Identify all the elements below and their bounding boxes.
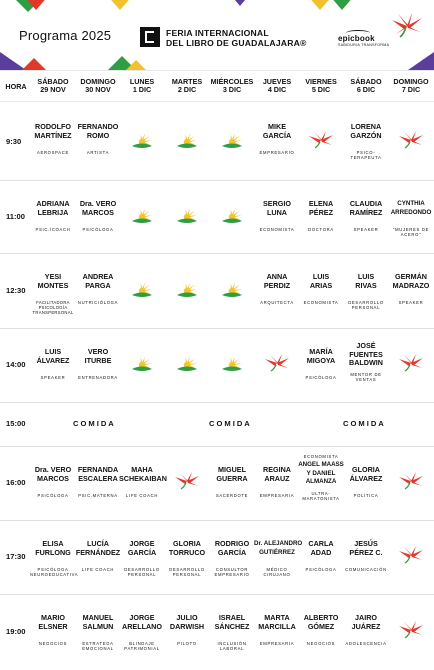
speaker-name: ESCALERA xyxy=(78,473,118,483)
speaker-name: GUTIÉRREZ xyxy=(259,548,295,556)
speaker-cell xyxy=(343,273,389,310)
speaker-name: BALDWIN xyxy=(349,358,383,368)
speaker-name: MANUEL xyxy=(82,613,114,622)
speaker-role: ADOLESCENCIA xyxy=(345,641,387,647)
speaker-cell xyxy=(30,466,76,498)
speaker-name: ALMANZA xyxy=(305,478,337,486)
speaker-cell xyxy=(209,466,255,498)
speaker-name: SCHEKAIBAN xyxy=(119,473,167,483)
speaker-name: MIGOYA xyxy=(306,355,336,365)
speaker-name: ARIAS xyxy=(309,280,333,290)
speaker-role: EMPRESARIA xyxy=(259,641,295,647)
sun-flower-icon xyxy=(219,353,245,373)
speaker-cell xyxy=(254,273,300,305)
speaker-cell xyxy=(298,614,344,646)
speaker-name: JOSÉ xyxy=(356,341,376,350)
hour-label: 9:30 xyxy=(6,136,22,146)
speaker-name: VERO xyxy=(87,347,109,356)
decorative-triangle xyxy=(230,0,250,6)
speaker-role: NEUROEDUCATIVA xyxy=(30,572,79,578)
column-day: MIÉRCOLES xyxy=(210,77,254,86)
speaker-role: EMPRESARIO xyxy=(214,572,250,578)
speaker-name: PARGA xyxy=(85,280,111,290)
speaker-role: "MUJERES DE xyxy=(392,227,430,233)
speaker-role: SPEAKER xyxy=(40,375,66,381)
speaker-name: LUIS xyxy=(44,347,62,356)
speaker-name: Dra. VERO xyxy=(34,465,72,474)
speaker-name: MARTA xyxy=(264,613,290,622)
speaker-role: MARATONISTA xyxy=(302,495,340,501)
column-day: JUEVES xyxy=(262,77,292,86)
speaker-name: Dra. VERO xyxy=(79,199,117,208)
column-date: 29 NOV xyxy=(40,85,66,95)
speaker-cell xyxy=(254,123,300,155)
speaker-name: ARELLANO xyxy=(122,621,162,631)
speaker-name: MARCOS xyxy=(82,207,114,217)
column-day: MARTES xyxy=(171,77,203,86)
speaker-name: LUNA xyxy=(267,207,287,217)
row-divider xyxy=(0,253,434,254)
speaker-cell xyxy=(209,540,255,577)
speaker-role: EMPRESARIO xyxy=(259,150,295,156)
hour-label: 19:00 xyxy=(6,627,26,636)
speaker-name: MARCOS xyxy=(37,473,69,483)
speaker-name: ÁLVAREZ xyxy=(349,473,383,483)
speaker-name: PÉREZ xyxy=(309,207,333,217)
sun-flower-icon xyxy=(219,279,245,299)
speaker-cell xyxy=(343,540,389,572)
page-header xyxy=(0,0,434,70)
decorative-triangle xyxy=(22,0,50,10)
speaker-cell xyxy=(75,540,121,572)
meal-break-label: COMIDA xyxy=(343,419,386,428)
hour-label: 17:30 xyxy=(6,552,26,561)
red-flower-icon xyxy=(390,12,424,38)
speaker-name: LORENA xyxy=(350,122,382,131)
row-divider xyxy=(0,594,434,595)
speaker-name: LUIS xyxy=(357,272,375,281)
speaker-name: RIVAS xyxy=(355,280,377,290)
row-divider xyxy=(0,328,434,329)
speaker-cell xyxy=(30,539,79,578)
column-date: 4 DIC xyxy=(267,85,287,95)
speaker-name: LEBRIJA xyxy=(37,207,69,217)
speaker-name: ANGEL MAASS xyxy=(298,461,344,468)
speaker-name: FERNÁNDEZ xyxy=(75,547,121,557)
speaker-name: FERNANDO xyxy=(77,122,119,131)
speaker-name: ADAD xyxy=(310,547,332,557)
speaker-role: PSICÓLOGA xyxy=(37,567,69,573)
speaker-role: PSICÓLOGA xyxy=(37,493,69,499)
speaker-cell xyxy=(75,273,121,305)
column-day: HORA xyxy=(5,82,27,91)
hour-label: 16:00 xyxy=(6,478,26,487)
speaker-cell xyxy=(164,614,210,646)
speaker-name: SALMUN xyxy=(82,621,114,631)
speaker-role: ARQUITECTA xyxy=(260,300,294,306)
speaker-cell xyxy=(30,348,76,380)
speaker-name: MIGUEL xyxy=(218,465,246,474)
speaker-role: SPEAKER xyxy=(353,227,379,233)
column-headers xyxy=(0,70,434,102)
column-date: 7 DIC xyxy=(401,85,421,95)
sun-flower-icon xyxy=(174,205,200,225)
red-flower-icon xyxy=(308,131,334,149)
speaker-name: CLAUDIA xyxy=(349,199,383,208)
speaker-role: SACERDOTE xyxy=(215,493,249,499)
speaker-name: ISRAEL xyxy=(218,613,246,622)
speaker-role: FACILITADORA xyxy=(36,300,70,306)
speaker-name: GLORIA xyxy=(173,539,201,548)
speaker-name: GLORIA xyxy=(352,465,380,474)
speaker-name: MADRAZO xyxy=(392,280,430,290)
hour-label: 12:30 xyxy=(6,285,26,295)
row-divider xyxy=(0,446,434,447)
decorative-triangle xyxy=(22,58,46,70)
speaker-role: ACERO" xyxy=(400,232,422,238)
speaker-role: SPEAKER xyxy=(398,300,424,306)
speaker-cell xyxy=(119,540,165,577)
speaker-cell xyxy=(254,466,300,498)
speaker-name: Y DANIEL xyxy=(306,469,336,477)
speaker-role: INCLUSIÓN xyxy=(217,641,247,647)
column-date: 3 DIC xyxy=(222,85,242,95)
speaker-name: GARCÍA xyxy=(217,547,247,557)
speaker-role: NUTRICIÓLOGA xyxy=(77,300,119,306)
speaker-cell xyxy=(254,614,300,646)
red-flower-icon xyxy=(398,131,424,149)
speaker-role: VENTAS xyxy=(355,376,377,382)
decorative-triangle xyxy=(408,52,434,70)
speaker-role: PSICÓLOGA xyxy=(82,227,114,233)
speaker-name: FERNANDA xyxy=(77,465,119,474)
speaker-role: ULTRA- xyxy=(311,490,331,496)
speaker-role: TRANSPERSONAL xyxy=(32,310,74,316)
speaker-role: DESARROLLO xyxy=(169,567,205,573)
speaker-name: JESÚS xyxy=(354,539,378,548)
speaker-name: YESI xyxy=(44,272,62,281)
epicbook-logo xyxy=(338,30,390,48)
speaker-role: COMUNICACIÓN xyxy=(345,567,387,573)
sun-flower-icon xyxy=(129,279,155,299)
speaker-name: FUENTES xyxy=(349,349,383,359)
column-day: VIERNES xyxy=(305,77,337,86)
speaker-role: LIFE COACH xyxy=(81,567,115,573)
speaker-role: EMOCIONAL xyxy=(82,646,114,652)
speaker-name: ROMO xyxy=(86,130,110,140)
speaker-cell xyxy=(75,348,121,380)
speaker-name: MARIO xyxy=(41,613,65,622)
column-day: DOMINGO xyxy=(80,77,116,86)
speaker-name: ITURBE xyxy=(84,355,112,365)
epicbook-wordmark: epicbook xyxy=(338,34,375,43)
speaker-name: JORGE xyxy=(129,539,155,548)
sun-flower-icon xyxy=(129,353,155,373)
sun-flower-icon xyxy=(219,205,245,225)
speaker-cell xyxy=(298,200,344,232)
speaker-cell xyxy=(298,540,344,572)
speaker-role: DESARROLLO xyxy=(348,300,384,306)
speaker-name: GERMÁN xyxy=(395,272,427,281)
speaker-cell xyxy=(30,123,76,155)
hour-label: 14:00 xyxy=(6,360,26,369)
speaker-role: NEGOCIOS xyxy=(306,641,336,647)
sun-flower-icon xyxy=(174,130,200,150)
speaker-name: MARÍA xyxy=(309,347,333,356)
speaker-name: MIKE xyxy=(268,122,286,131)
speaker-cell xyxy=(343,123,389,160)
row-divider xyxy=(0,402,434,403)
column-day: SÁBADO xyxy=(37,77,69,86)
sun-flower-icon xyxy=(174,353,200,373)
decorative-triangle xyxy=(104,0,136,10)
column-day: SÁBADO xyxy=(350,77,382,86)
red-flower-icon xyxy=(398,472,424,490)
speaker-cell xyxy=(298,273,344,305)
speaker-role: PSICÓLOGA xyxy=(305,375,337,381)
speaker-cell xyxy=(343,342,389,382)
speaker-cell xyxy=(343,200,389,232)
speaker-role: BLINDAJE xyxy=(129,641,155,647)
column-header xyxy=(381,78,434,95)
speaker-role: CONSULTOR xyxy=(215,567,249,573)
speaker-name: GÓMEZ xyxy=(307,621,335,631)
decorative-triangle xyxy=(330,0,354,10)
speaker-cell xyxy=(119,466,165,498)
fil-name: FERIA INTERNACIONAL xyxy=(166,28,269,38)
speaker-role: DOCTORA xyxy=(308,227,334,233)
sun-flower-icon xyxy=(129,130,155,150)
sun-flower-icon xyxy=(219,130,245,150)
speaker-name: MARTÍNEZ xyxy=(34,130,72,140)
speaker-name: ADRIANA xyxy=(36,199,70,208)
speaker-role: ESTRATEGA xyxy=(82,641,114,647)
speaker-name: ALBERTO xyxy=(303,613,339,622)
hour-label: 15:00 xyxy=(6,419,26,428)
speaker-cell xyxy=(75,614,121,651)
speaker-cell xyxy=(254,200,300,232)
red-flower-icon xyxy=(398,621,424,639)
column-date: 30 NOV xyxy=(85,85,111,95)
speaker-role: ARTISTA xyxy=(86,150,110,156)
speaker-name: RODOLFO xyxy=(35,122,71,131)
speaker-cell xyxy=(388,200,434,237)
speaker-role: EMPRESARIA xyxy=(259,493,295,499)
speaker-role: POLÍTICA xyxy=(353,493,379,499)
hour-label: 11:00 xyxy=(6,211,26,221)
speaker-role: PSIC./COACH xyxy=(35,227,71,233)
speaker-name: PERDIZ xyxy=(263,280,291,290)
speaker-name: REGINA xyxy=(263,465,291,474)
speaker-name: RODRIGO xyxy=(214,539,250,548)
column-day: LUNES xyxy=(129,77,155,86)
speaker-name: GARCÍA xyxy=(262,130,292,140)
speaker-name: RAMÍREZ xyxy=(349,207,383,217)
speaker-cell xyxy=(164,540,210,577)
speaker-name: TORRUCO xyxy=(168,547,206,557)
speaker-role: PILOTO xyxy=(177,641,197,647)
speaker-name: ÁLVAREZ xyxy=(36,355,70,365)
speaker-cell xyxy=(298,454,344,501)
speaker-name: SÁNCHEZ xyxy=(214,621,250,631)
fil-name: DEL LIBRO DE GUADALAJARA® xyxy=(166,38,307,48)
speaker-role: MÉDICO xyxy=(266,567,288,573)
speaker-cell xyxy=(254,540,303,578)
speaker-cell xyxy=(30,273,76,315)
speaker-role: PERSONAL xyxy=(127,572,157,578)
sun-flower-icon xyxy=(174,279,200,299)
row-divider xyxy=(0,180,434,181)
speaker-cell xyxy=(343,614,389,646)
speaker-cell xyxy=(30,200,76,232)
speaker-role: PATRIMONIAL xyxy=(124,646,160,652)
speaker-name: JULIO xyxy=(176,613,198,622)
row-divider xyxy=(0,520,434,521)
speaker-role: PSICÓLOGA xyxy=(305,567,337,573)
speaker-profession: ECONOMISTA xyxy=(303,454,339,459)
speaker-name: GUERRA xyxy=(216,473,248,483)
speaker-name: CYNTHIA xyxy=(397,200,425,207)
red-flower-icon xyxy=(264,354,290,372)
speaker-name: CARLA xyxy=(308,539,334,548)
speaker-cell xyxy=(388,273,434,305)
speaker-role: LIFE COACH xyxy=(125,493,159,499)
speaker-cell xyxy=(30,614,76,646)
speaker-name: GARZÓN xyxy=(350,130,382,140)
speaker-role: ECONOMISTA xyxy=(259,227,295,233)
epicbook-tagline: SABIDURIA TRANSFORMA xyxy=(338,43,390,47)
red-flower-icon xyxy=(174,472,200,490)
speaker-role: MENTOR DE xyxy=(350,371,382,377)
speaker-cell xyxy=(75,466,121,498)
speaker-name: MONTES xyxy=(37,280,69,290)
meal-break-label: COMIDA xyxy=(209,419,252,428)
speaker-cell xyxy=(209,614,255,651)
speaker-cell xyxy=(343,466,389,498)
speaker-name: ANNA xyxy=(266,272,288,281)
speaker-name: MAHA xyxy=(131,465,153,474)
red-flower-icon xyxy=(398,546,424,564)
speaker-name: ELISA xyxy=(42,539,64,548)
speaker-role: ECONOMISTA xyxy=(303,300,339,306)
decorative-triangle xyxy=(126,60,146,70)
page-title: Programa 2025 xyxy=(19,28,112,43)
speaker-cell xyxy=(119,614,165,651)
speaker-name: Dr. ALEJANDRO xyxy=(254,540,303,547)
sun-flower-icon xyxy=(129,205,155,225)
column-day: DOMINGO xyxy=(393,77,429,86)
speaker-role: NEGOCIOS xyxy=(38,641,68,647)
speaker-role: PSICOLOGÍA xyxy=(38,305,68,311)
speaker-role: ENTRENADORA xyxy=(78,375,118,381)
speaker-role: CIRUJANO xyxy=(263,572,291,578)
speaker-name: ARAUZ xyxy=(264,473,290,483)
speaker-role: PERSONAL xyxy=(351,305,381,311)
speaker-role: PSIC.MATERNA xyxy=(78,493,118,499)
speaker-role: PERSONAL xyxy=(172,572,202,578)
speaker-name: LUIS xyxy=(312,272,330,281)
meal-break-label: COMIDA xyxy=(73,419,116,428)
speaker-name: FURLONG xyxy=(35,547,71,557)
column-date: 2 DIC xyxy=(177,85,197,95)
column-date: 6 DIC xyxy=(356,85,376,95)
speaker-name: MARCILLA xyxy=(258,621,296,631)
speaker-cell xyxy=(75,200,121,232)
speaker-role: AEROSPACE xyxy=(36,150,70,156)
speaker-name: SERGIO xyxy=(263,199,291,208)
speaker-cell xyxy=(75,123,121,155)
speaker-name: ARREDONDO xyxy=(390,208,432,216)
speaker-name: ELSNER xyxy=(38,621,68,631)
speaker-name: ANDREA xyxy=(82,272,114,281)
speaker-cell xyxy=(298,348,344,380)
fil-logo-icon xyxy=(140,27,160,47)
speaker-name: JUÁREZ xyxy=(351,621,381,631)
speaker-role: DESARROLLO xyxy=(124,567,160,573)
column-date: 1 DIC xyxy=(132,85,152,95)
red-flower-icon xyxy=(398,354,424,372)
speaker-name: JAIRO xyxy=(355,613,377,622)
speaker-name: GARCÍA xyxy=(127,547,157,557)
speaker-role: PSICO- xyxy=(356,150,376,156)
speaker-role: LABORAL xyxy=(219,646,245,652)
speaker-name: ELENA xyxy=(308,199,334,208)
speaker-role: TERAPEUTA xyxy=(350,155,382,161)
column-date: 5 DIC xyxy=(311,85,331,95)
speaker-name: LUCÍA xyxy=(87,539,109,548)
speaker-name: PÉREZ C. xyxy=(349,547,383,557)
speaker-name: JORGE xyxy=(129,613,155,622)
speaker-name: DARWISH xyxy=(169,621,205,631)
